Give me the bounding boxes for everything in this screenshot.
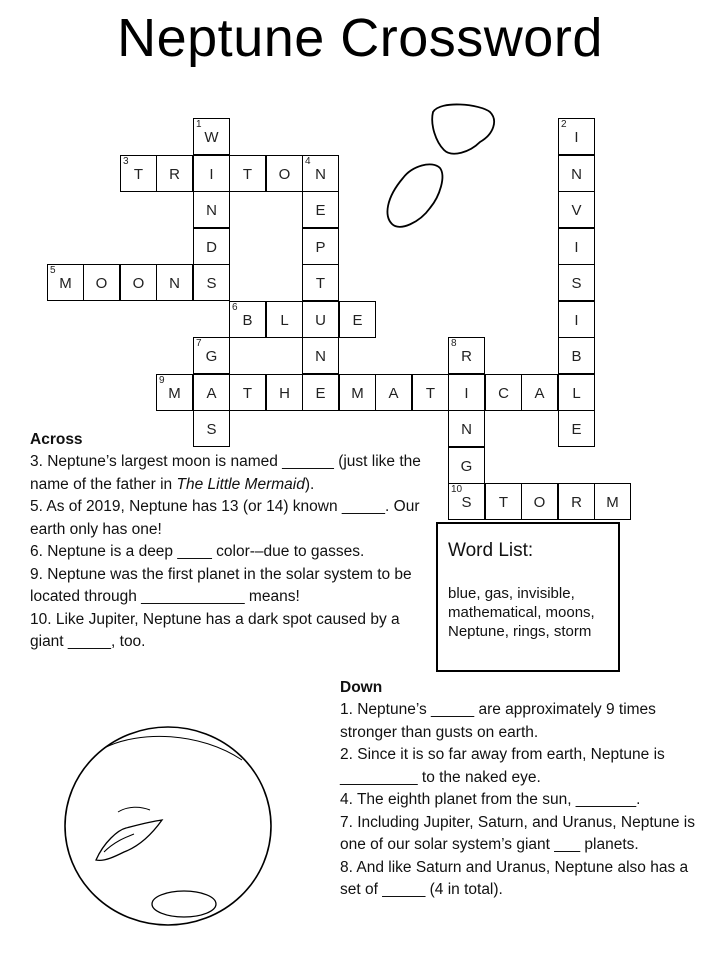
grid-cell[interactable] bbox=[120, 155, 157, 192]
grid-cell[interactable] bbox=[375, 374, 412, 411]
grid-cell[interactable] bbox=[193, 264, 230, 301]
cell-letter: A bbox=[388, 385, 399, 402]
cell-letter: T bbox=[133, 166, 144, 183]
cell-letter: N bbox=[571, 166, 582, 183]
cell-letter: E bbox=[571, 421, 582, 438]
grid-cell[interactable] bbox=[558, 483, 595, 520]
cell-letter: U bbox=[315, 312, 326, 329]
cell-letter: M bbox=[59, 275, 72, 292]
grid-cell[interactable] bbox=[156, 264, 193, 301]
clue-number: 9 bbox=[159, 375, 165, 386]
cell-letter: P bbox=[315, 239, 326, 256]
cell-letter: N bbox=[206, 202, 217, 219]
grid-cell[interactable] bbox=[339, 374, 376, 411]
cell-letter: I bbox=[574, 129, 579, 146]
word-list-box bbox=[436, 522, 620, 672]
cell-letter: R bbox=[169, 166, 180, 183]
cell-letter: N bbox=[169, 275, 180, 292]
down-clues bbox=[340, 677, 705, 902]
grid-cell[interactable] bbox=[485, 483, 522, 520]
grid-cell[interactable] bbox=[47, 264, 84, 301]
grid-cell[interactable] bbox=[448, 447, 485, 484]
cell-letter: L bbox=[572, 385, 581, 402]
cell-letter: S bbox=[206, 421, 217, 438]
cell-letter: T bbox=[242, 166, 253, 183]
clue-number: 10 bbox=[451, 484, 463, 495]
cell-letter: T bbox=[315, 275, 326, 292]
clue-number: 8 bbox=[451, 338, 457, 349]
cell-letter: G bbox=[205, 348, 218, 365]
cell-letter: T bbox=[242, 385, 253, 402]
cell-letter: M bbox=[351, 385, 364, 402]
grid-cell[interactable] bbox=[229, 155, 266, 192]
cell-letter: I bbox=[464, 385, 469, 402]
page-title: Neptune Crossword bbox=[117, 8, 603, 68]
cell-letter: O bbox=[533, 494, 546, 511]
grid-cell[interactable] bbox=[485, 374, 522, 411]
grid-cell[interactable] bbox=[302, 155, 339, 192]
grid-cell[interactable] bbox=[302, 301, 339, 338]
grid-cell[interactable] bbox=[558, 301, 595, 338]
word-list-words: blue, gas, invisible, mathematical, moons, Neptune, rings, storm bbox=[448, 585, 595, 640]
across-clue-5: 5. As of 2019, Neptune has 13 (or 14) known _____. Our earth only has one! bbox=[30, 498, 420, 538]
down-clue-8: 8. And like Saturn and Uranus, Neptune also has a set of _____ (4 in total). bbox=[340, 858, 689, 898]
grid-cell[interactable] bbox=[193, 155, 230, 192]
grid-cell[interactable] bbox=[302, 264, 339, 301]
grid-cell[interactable] bbox=[558, 191, 595, 228]
cell-letter: M bbox=[168, 385, 181, 402]
cell-letter: A bbox=[534, 385, 545, 402]
grid-cell[interactable] bbox=[193, 191, 230, 228]
cell-letter: O bbox=[132, 275, 145, 292]
down-clue-2: 2. Since it is so far away from earth, Neptune is _________ to the naked eye. bbox=[340, 746, 665, 786]
grid-cell[interactable] bbox=[521, 483, 558, 520]
grid-cell[interactable] bbox=[302, 374, 339, 411]
grid-cell[interactable] bbox=[266, 301, 303, 338]
cell-letter: A bbox=[206, 385, 217, 402]
cell-letter: L bbox=[280, 312, 289, 329]
across-clue-3: 3. Neptune’s largest moon is named ______ (just like the name of the father in The Little Mermaid). bbox=[30, 453, 421, 493]
grid-cell[interactable] bbox=[266, 155, 303, 192]
cell-letter: W bbox=[204, 129, 219, 146]
clue-number: 3 bbox=[123, 156, 129, 167]
cell-letter: S bbox=[571, 275, 582, 292]
grid-cell[interactable] bbox=[302, 228, 339, 265]
grid-cell[interactable] bbox=[156, 155, 193, 192]
cell-letter: B bbox=[571, 348, 582, 365]
grid-cell[interactable] bbox=[339, 301, 376, 338]
cell-letter: M bbox=[606, 494, 619, 511]
clue-number: 6 bbox=[232, 302, 238, 313]
grid-cell[interactable] bbox=[156, 374, 193, 411]
clue-number: 7 bbox=[196, 338, 202, 349]
cell-letter: E bbox=[315, 385, 326, 402]
grid-cell[interactable] bbox=[229, 374, 266, 411]
down-heading: Down bbox=[340, 679, 383, 696]
down-clue-4: 4. The eighth planet from the sun, _______. bbox=[340, 791, 641, 808]
cell-letter: G bbox=[460, 458, 473, 475]
cell-letter: N bbox=[315, 348, 326, 365]
grid-cell[interactable] bbox=[448, 483, 485, 520]
planet-small-spot-icon bbox=[152, 891, 216, 917]
grid-cell[interactable] bbox=[558, 374, 595, 411]
grid-cell[interactable] bbox=[558, 337, 595, 374]
down-clue-7: 7. Including Jupiter, Saturn, and Uranus, Neptune is one of our solar system’s giant ___ planets. bbox=[340, 813, 695, 853]
cell-letter: T bbox=[425, 385, 436, 402]
grid-cell[interactable] bbox=[558, 228, 595, 265]
cell-letter: O bbox=[278, 166, 291, 183]
clue-number: 1 bbox=[196, 119, 202, 130]
grid-cell[interactable] bbox=[193, 118, 230, 155]
clue-number: 4 bbox=[305, 156, 311, 167]
grid-cell[interactable] bbox=[83, 264, 120, 301]
grid-cell[interactable] bbox=[193, 374, 230, 411]
cell-letter: S bbox=[461, 494, 472, 511]
cell-letter: R bbox=[461, 348, 472, 365]
grid-cell[interactable] bbox=[266, 374, 303, 411]
across-heading: Across bbox=[30, 431, 83, 448]
cell-letter: C bbox=[498, 385, 509, 402]
cell-letter: I bbox=[209, 166, 214, 183]
grid-cell[interactable] bbox=[229, 301, 266, 338]
across-clue-10: 10. Like Jupiter, Neptune has a dark spot caused by a giant _____, too. bbox=[30, 610, 400, 650]
down-clue-1: 1. Neptune’s _____ are approximately 9 times stronger than gusts on earth. bbox=[340, 701, 656, 741]
grid-cell[interactable] bbox=[120, 264, 157, 301]
cell-letter: B bbox=[242, 312, 253, 329]
across-clue-9: 9. Neptune was the first planet in the solar system to be located through ____________ means! bbox=[30, 565, 412, 605]
cell-letter: N bbox=[315, 166, 326, 183]
across-clue-6: 6. Neptune is a deep ____ color-–due to gasses. bbox=[30, 543, 365, 560]
grid-cell[interactable] bbox=[448, 337, 485, 374]
grid-cell[interactable] bbox=[193, 228, 230, 265]
word-list-title: Word List: bbox=[448, 540, 534, 561]
grid-cell[interactable] bbox=[302, 337, 339, 374]
grid-cell[interactable] bbox=[448, 410, 485, 447]
cell-letter: S bbox=[206, 275, 217, 292]
grid-cell[interactable] bbox=[302, 191, 339, 228]
grid-cell[interactable] bbox=[558, 155, 595, 192]
cell-letter: D bbox=[206, 239, 217, 256]
cell-letter: I bbox=[574, 239, 579, 256]
grid-cell[interactable] bbox=[448, 374, 485, 411]
grid-cell[interactable] bbox=[558, 118, 595, 155]
cell-letter: N bbox=[461, 421, 472, 438]
grid-cell[interactable] bbox=[558, 264, 595, 301]
cell-letter: V bbox=[571, 202, 582, 219]
cell-letter: I bbox=[574, 312, 579, 329]
grid-cell[interactable] bbox=[193, 337, 230, 374]
cell-letter: E bbox=[352, 312, 363, 329]
cell-letter: T bbox=[498, 494, 509, 511]
grid-cell[interactable] bbox=[594, 483, 631, 520]
cell-letter: R bbox=[571, 494, 582, 511]
grid-cell[interactable] bbox=[412, 374, 449, 411]
cell-letter: E bbox=[315, 202, 326, 219]
cell-letter: O bbox=[95, 275, 108, 292]
cell-letter: H bbox=[279, 385, 290, 402]
grid-cell[interactable] bbox=[558, 410, 595, 447]
clue-number: 2 bbox=[561, 119, 567, 130]
grid-cell[interactable] bbox=[521, 374, 558, 411]
across-clues bbox=[30, 429, 425, 654]
clue-number: 5 bbox=[50, 265, 56, 276]
